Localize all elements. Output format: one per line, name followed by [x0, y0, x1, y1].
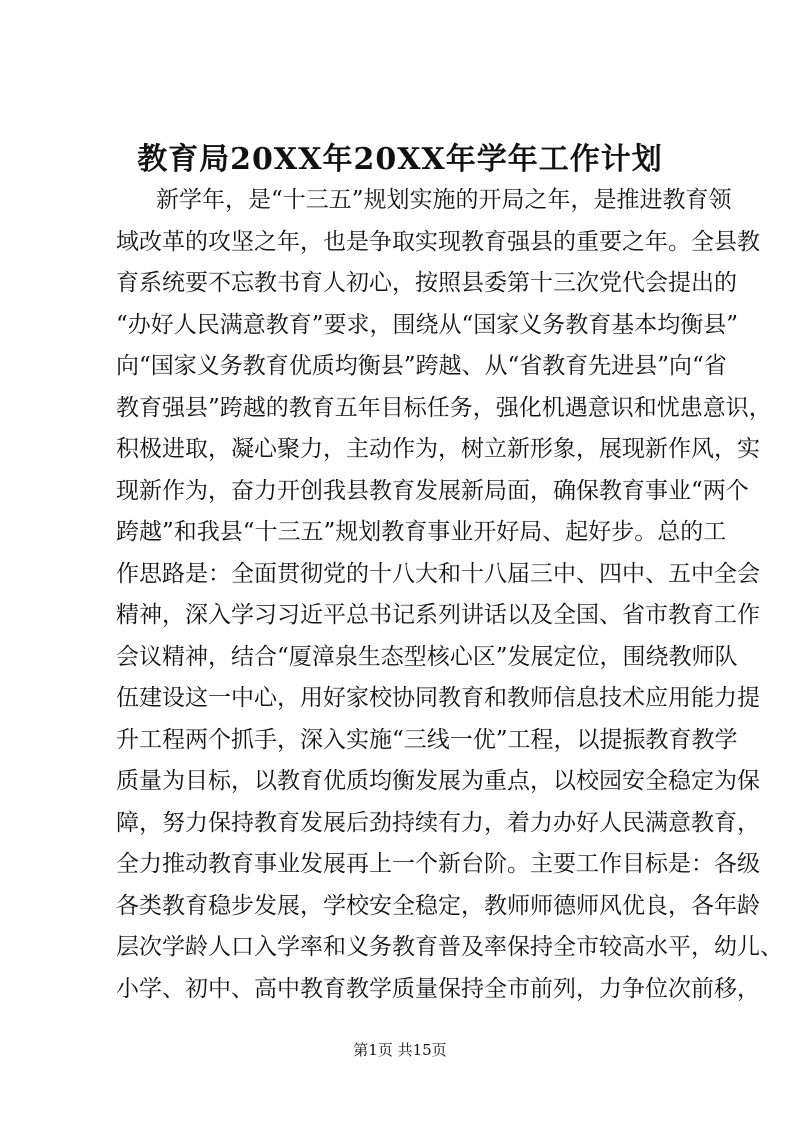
body-line: 精神，深入学习习近平总书记系列讲话以及全国、省市教育工作 — [116, 602, 760, 628]
body-line: 伍建设这一中心，用好家校协同教育和教师信息技术应用能力提 — [116, 685, 760, 711]
body-line: 质量为目标，以教育优质均衡发展为重点，以校园安全稳定为保 — [116, 768, 760, 794]
body-line: 全力推动教育事业发展再上一个新台阶。主要工作目标是：各级 — [116, 851, 760, 877]
body-line: 障，努力保持教育发展后劲持续有力，着力办好人民满意教育， — [116, 809, 760, 836]
body-line: 向“国家义务教育优质均衡县”跨越、从“省教育先进县”向“省 — [116, 353, 727, 379]
body-line: 教育强县”跨越的教育五年目标任务，强化机遇意识和忧患意识， — [116, 394, 772, 421]
body-line: 跨越”和我县“十三五”规划教育事业开好局、起好步。总的工 — [116, 519, 727, 545]
page-number-footer: 第1页 共15页 — [353, 1041, 447, 1059]
body-line: “办好人民满意教育”要求，围绕从“国家义务教育基本均衡县” — [116, 311, 739, 338]
body-line: 层次学龄人口入学率和义务教育普及率保持全市较高水平，幼儿、 — [116, 934, 783, 960]
body-line: 育系统要不忘教书育人初心，按照县委第十三次党代会提出的 — [116, 270, 737, 296]
body-line: 小学、初中、高中教育教学质量保持全市前列，力争位次前移， — [116, 975, 760, 1002]
body-line: 各类教育稳步发展，学校安全稳定，教师师德师风优良，各年龄 — [116, 892, 760, 919]
document-title: 教育局20XX年20XX年学年工作计划 — [137, 142, 663, 177]
body-line: 积极进取，凝心聚力，主动作为，树立新形象，展现新作风，实 — [116, 436, 760, 462]
body-line: 作思路是：全面贯彻党的十八大和十八届三中、四中、五中全会 — [116, 560, 760, 587]
body-line: 域改革的攻坚之年，也是争取实现教育强县的重要之年。全县教 — [116, 228, 760, 255]
body-line: 会议精神，结合“厦漳泉生态型核心区”发展定位，围绕教师队 — [116, 643, 738, 670]
body-line: 现新作为，奋力开创我县教育发展新局面，确保教育事业“两个 — [116, 477, 749, 504]
body-line: 升工程两个抓手，深入实施“三线一优”工程，以提振教育教学 — [116, 726, 738, 753]
document-body — [116, 180, 783, 1010]
body-line: 新学年，是“十三五”规划实施的开局之年，是推进教育领 — [156, 187, 732, 213]
